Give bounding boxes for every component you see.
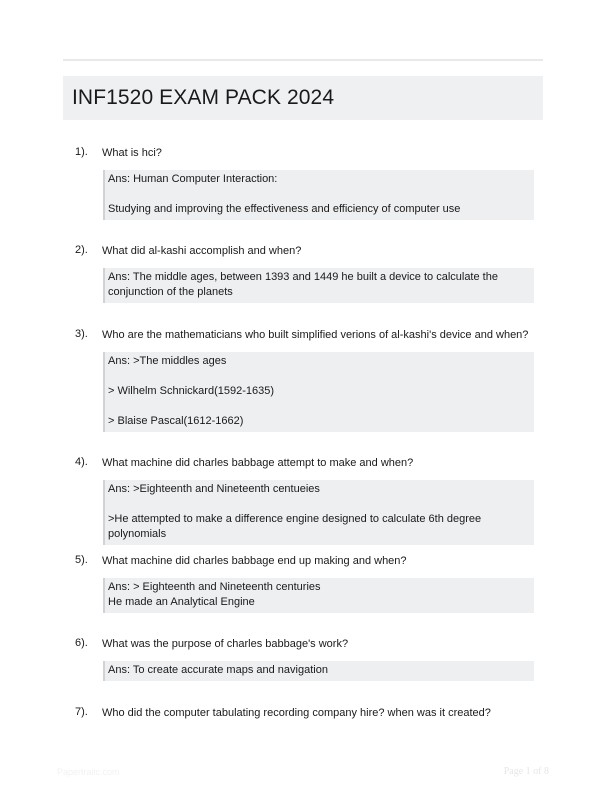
answer-box [103,170,534,220]
question-text: What is hci? [102,147,162,159]
question-text: What machine did charles babbage end up making and when? [102,555,407,567]
question-number: 6). [75,637,88,649]
answer-spacer [108,497,530,512]
answer-box [103,480,534,545]
question-number: 3). [75,328,88,340]
answer-spacer [108,399,530,414]
answer-box [103,578,534,613]
answer-line: > Blaise Pascal(1612-1662) [108,415,244,427]
answer-box [103,661,534,681]
footer-watermark: Papertrailc.com [57,767,120,777]
question-text: What did al-kashi accomplish and when? [102,245,302,257]
question-number: 4). [75,456,88,468]
document-title: INF1520 EXAM PACK 2024 [72,86,335,109]
question-number: 5). [75,554,88,566]
question-number: 7). [75,706,88,718]
answer-line: >He attempted to make a difference engine designed to calculate 6th degree polynomials [108,513,485,540]
question-text: What machine did charles babbage attempt to make and when? [102,457,414,469]
answer-line: Ans: Human Computer Interaction: [108,173,278,185]
answer-line: conjunction of the planets [108,286,233,298]
answer-line: Ans: The middle ages, between 1393 and 1449 he built a device to calculate the [108,271,498,283]
answer-line: Ans: To create accurate maps and navigation [108,664,328,676]
header-divider [63,59,543,61]
answer-box [103,352,534,432]
title-banner [63,76,543,120]
question-number: 1). [75,146,88,158]
answer-line: He made an Analytical Engine [108,596,255,608]
answer-spacer [108,369,530,384]
answer-line: Ans: > Eighteenth and Nineteenth centuries [108,581,321,593]
answer-line: Ans: >Eighteenth and Nineteenth centueies [108,483,320,495]
page-number: Page 1 of 8 [503,766,549,777]
question-number: 2). [75,244,88,256]
answer-line: > Wilhelm Schnickard(1592-1635) [108,385,274,397]
question-text: What was the purpose of charles babbage's work? [102,638,349,650]
answer-line: Studying and improving the effectiveness and efficiency of computer use [108,203,461,215]
question-text: Who are the mathematicians who built simplified verions of al-kashi's device and when? [102,329,529,341]
answer-line: Ans: >The middles ages [108,355,227,367]
question-text: Who did the computer tabulating recording company hire? when was it created? [102,707,491,719]
answer-box [103,268,534,303]
answer-spacer [108,187,530,202]
